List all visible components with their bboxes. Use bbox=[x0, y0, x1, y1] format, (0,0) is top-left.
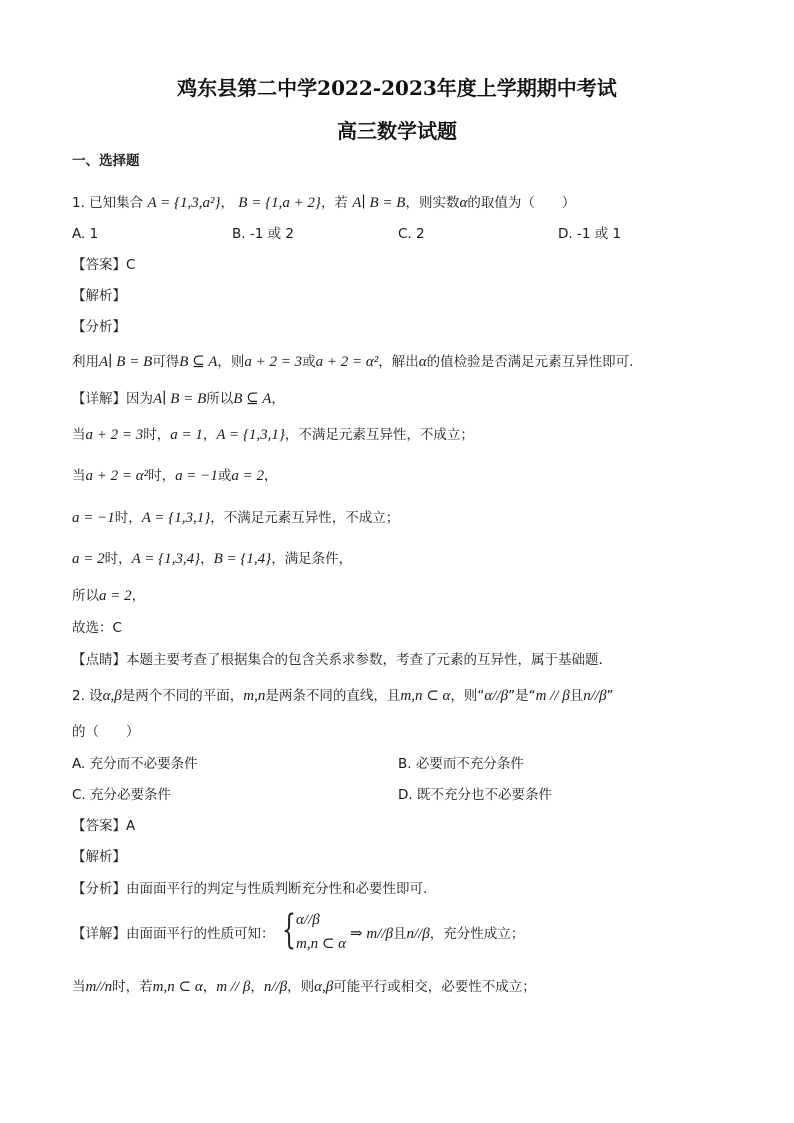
q1-detail-line-1: 当a + 2 = 3时，a = 1，A = {1,3,1}，不满足元素互异性，不成立； bbox=[72, 427, 474, 443]
q2-stem-line-2: 的（ ） bbox=[72, 724, 140, 740]
q1-detail-line-5: 所以a = 2， bbox=[72, 588, 146, 604]
section-heading: 一、选择题 bbox=[72, 153, 140, 169]
q2-jiexi: 【解析】 bbox=[72, 849, 126, 865]
brace-system: { α//β m,n ⊂ α bbox=[282, 907, 347, 953]
left-brace-icon: { bbox=[282, 907, 296, 953]
q1-answer: 【答案】C bbox=[72, 257, 136, 273]
q1-option-a: A. 1 bbox=[72, 226, 99, 242]
q1-detail-line-3: a = −1时，A = {1,3,1}，不满足元素互异性，不成立； bbox=[72, 510, 400, 526]
math-set-a: A = {1,3,a²} bbox=[147, 195, 221, 211]
q1-option-d: D. -1 或 1 bbox=[558, 226, 622, 242]
q2-option-c: C. 充分必要条件 bbox=[72, 787, 172, 803]
q2-detail: 【详解】由面面平行的性质可知： bbox=[72, 926, 275, 942]
math-set-b: B = {1,a + 2} bbox=[238, 195, 321, 211]
q1-detail: 【详解】因为A∣ B = B所以B ⊆ A， bbox=[72, 391, 285, 407]
exam-subtitle: 高三数学试题 bbox=[337, 119, 457, 143]
q1-option-c: C. 2 bbox=[398, 226, 425, 242]
q2-answer: 【答案】A bbox=[72, 818, 136, 834]
exam-title: 鸡东县第二中学2022-2023年度上学期期中考试 bbox=[177, 76, 617, 100]
q2-option-d: D. 既不充分也不必要条件 bbox=[398, 787, 552, 803]
q2-fenxi: 【分析】由面面平行的判定与性质判断充分性和必要性即可. bbox=[72, 881, 428, 897]
q1-detail-line-4: a = 2时，A = {1,3,4}，B = {1,4}，满足条件， bbox=[72, 551, 353, 567]
q2-option-a: A. 充分而不必要条件 bbox=[72, 756, 198, 772]
q2-stem: 2. 设α,β是两个不同的平面，m,n是两条不同的直线，且m,n ⊂ α，则“α//β”是“m // β且n//β” bbox=[72, 688, 614, 704]
q1-choose: 故选：C bbox=[72, 620, 122, 636]
q2-option-b: B. 必要而不充分条件 bbox=[398, 756, 524, 772]
q2-detail-last: 当m//n时，若m,n ⊂ α，m // β，n//β，则α,β可能平行或相交，必要性不成立； bbox=[72, 979, 536, 995]
q1-comment: 【点睛】本题主要考查了根据集合的包含关系求参数，考查了元素的互异性，属于基础题. bbox=[72, 652, 603, 668]
q1-stem: 1. 已知集合 A = {1,3,a²}， B = {1,a + 2}，若 A∣ B = B，则实数α的取值为（ ） bbox=[72, 195, 576, 211]
q1-detail-line-2: 当a + 2 = α²时，a = −1或a = 2， bbox=[72, 468, 278, 484]
q1-fenxi: 【分析】 bbox=[72, 319, 126, 335]
q1-option-b: B. -1 或 2 bbox=[232, 226, 294, 242]
math-condition: A∣ B = B bbox=[352, 195, 406, 211]
q1-analysis: 利用A∣ B = B可得B ⊆ A，则a + 2 = 3或a + 2 = α²，解出α的值检验是否满足元素互异性即可. bbox=[72, 354, 634, 370]
q2-detail-conclusion: ⇒ m//β且n//β，充分性成立； bbox=[350, 926, 525, 942]
q1-jiexi: 【解析】 bbox=[72, 288, 126, 304]
